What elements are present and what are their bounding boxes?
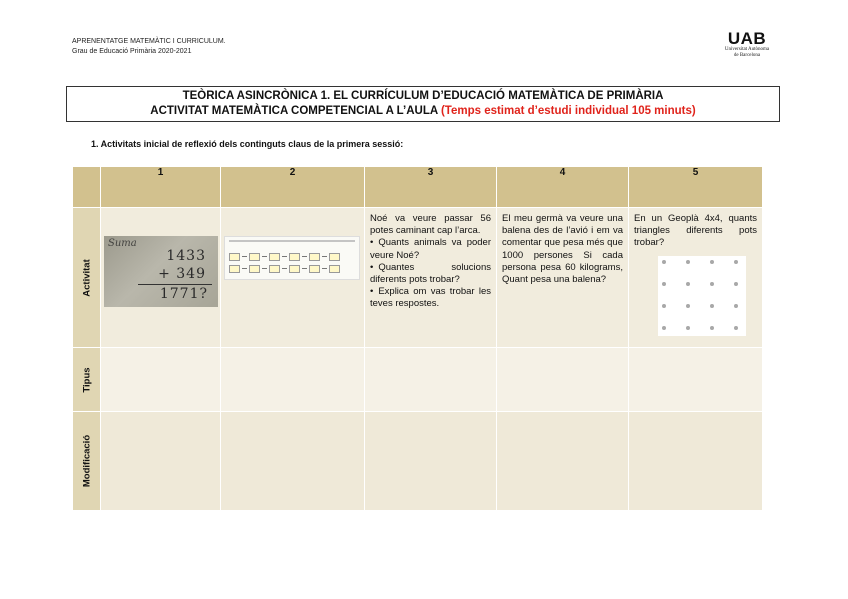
logo-city: de Barcelona [733,53,761,58]
modificacio-cell-3 [365,412,497,511]
document-header [72,37,226,57]
tipus-cell-2 [221,348,365,412]
activity-3-bullet-2: • Quantes solucions diferents pots trobar? [370,262,491,286]
activity-1-cell [101,208,221,348]
title-line-2-main: ACTIVITAT MATEMÀTICA COMPETENCIAL A L’AULA [150,105,441,117]
activity-2-cell [221,208,365,348]
activity-3-intro: Noé va veure passar 56 potes caminant cap l’arca. [370,213,491,237]
tipus-cell-5 [629,348,763,412]
tipus-cell-3 [365,348,497,412]
logo-university: Universitat Autònoma [724,47,770,52]
modificacio-cell-5 [629,412,763,511]
header-row [73,167,763,208]
row-label-modificacio: Modificació [73,412,101,511]
tipus-cell-1 [101,348,221,412]
title-line-1: TEÒRICA ASINCRÒNICA 1. EL CURRÍCULUM D’EDUCACIÓ MATEMÀTICA DE PRIMÀRIA [182,90,664,102]
column-header-2: 2 [221,167,365,208]
activities-table [72,166,763,511]
title-time-estimate: (Temps estimat d’estudi individual 105 minuts) [440,105,696,117]
title-line-2 [67,104,779,119]
tipus-cell-4 [497,348,629,412]
row-label-tipus: Tipus [73,348,101,412]
modificacio-cell-1 [101,412,221,511]
row-tipus [73,348,763,412]
uab-logo [712,30,782,59]
activity-3-bullet-3: • Explica om vas trobar les teves respostes. [370,286,491,310]
header-course: APRENENTATGE MATEMÀTIC I CURRICULUM. [72,38,226,45]
logo-mark: UAB [727,29,767,48]
handwritten-sum-image: Suma 1433 + 349 1771? [104,236,218,307]
modificacio-cell-2 [221,412,365,511]
column-header-3: 3 [365,167,497,208]
activity-4-text: El meu germà va veure una balena des de l’avió i em va comentar que pesa més que 1000 persones Si cada persona pesa 60 kilograms, Quant pesa una balena? [502,213,623,286]
column-header-1: 1 [101,167,221,208]
activity-5-cell [629,208,763,348]
worksheet-image [224,236,360,280]
activity-3-bullet-1: • Quants animals va poder veure Noé? [370,237,491,261]
corner-cell [73,167,101,208]
modificacio-cell-4 [497,412,629,511]
activity-3-cell [365,208,497,348]
header-degree: Grau de Educació Primària 2020-2021 [72,48,192,55]
row-label-activitat: Activitat [73,208,101,348]
question-heading: 1. Activitats inicial de reflexió dels continguts claus de la primera sessió: [91,139,404,149]
column-header-5: 5 [629,167,763,208]
activity-4-cell [497,208,629,348]
activity-5-text: En un Geoplà 4x4, quants triangles diferents pots trobar? [634,213,757,249]
geoboard-image [658,256,746,336]
row-activitat [73,208,763,348]
column-header-4: 4 [497,167,629,208]
document-title [66,86,780,122]
row-modificacio [73,412,763,511]
